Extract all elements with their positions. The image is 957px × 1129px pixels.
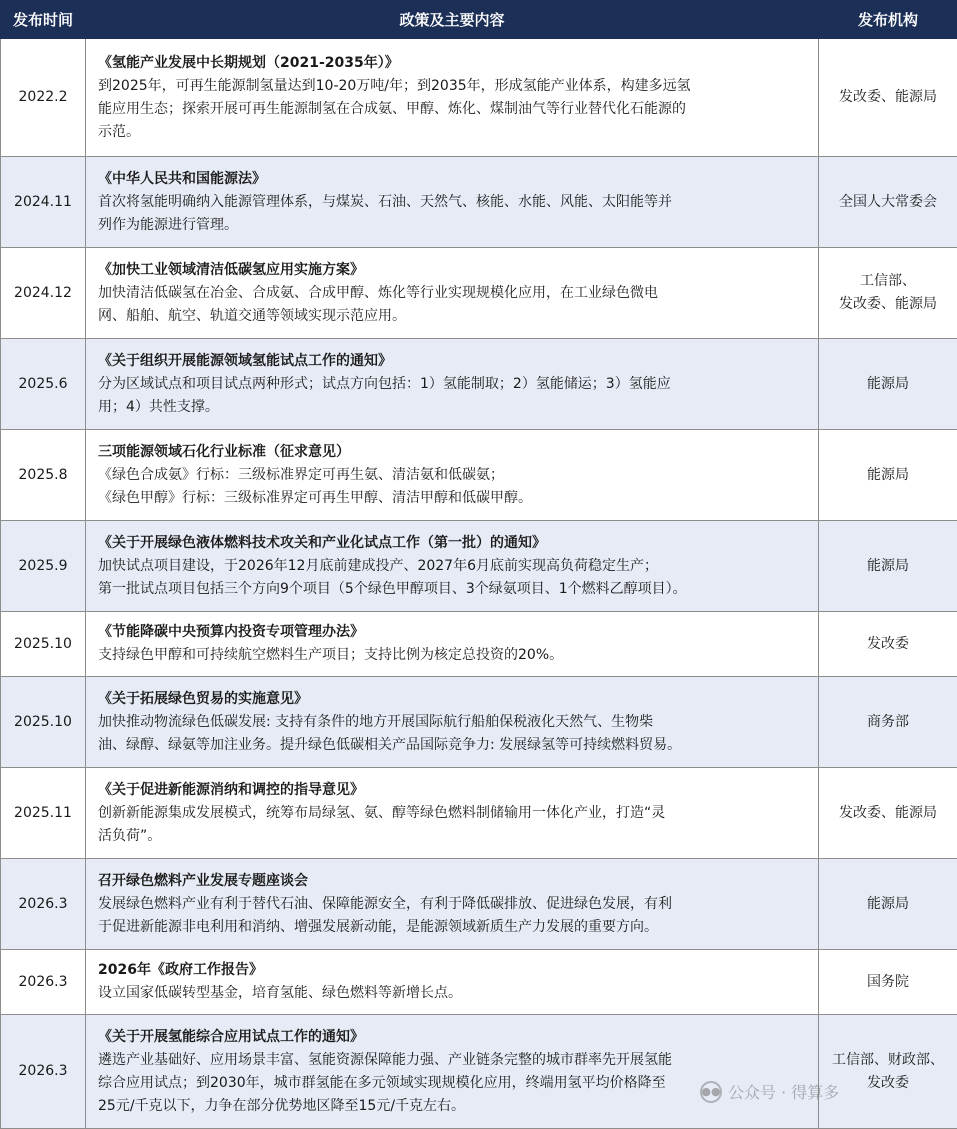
org-line: 能源局 bbox=[821, 464, 955, 487]
org-line: 发改委 bbox=[821, 1072, 955, 1095]
policy-title: 《关于组织开展能源领域氢能试点工作的通知》 bbox=[98, 350, 810, 373]
wechat-logo-icon: ●● bbox=[700, 1081, 722, 1103]
table-row bbox=[1, 39, 957, 157]
policy-detail-line: 首次将氢能明确纳入能源管理体系，与煤炭、石油、天然气、核能、水能、风能、太阳能等并 bbox=[98, 191, 810, 214]
org-line: 能源局 bbox=[821, 555, 955, 578]
table-body bbox=[1, 39, 957, 1129]
row-content bbox=[86, 950, 819, 1015]
policy-title: 《关于开展氢能综合应用试点工作的通知》 bbox=[98, 1026, 810, 1049]
row-org bbox=[819, 248, 957, 339]
table-row bbox=[1, 521, 957, 612]
row-date: 2025.10 bbox=[1, 677, 86, 768]
policy-title: 《氢能产业发展中长期规划（2021-2035年）》 bbox=[98, 52, 810, 75]
row-date: 2026.3 bbox=[1, 1015, 86, 1129]
row-org bbox=[819, 430, 957, 521]
table-row bbox=[1, 1015, 957, 1129]
org-line: 发改委、能源局 bbox=[821, 86, 955, 109]
row-org bbox=[819, 612, 957, 677]
table-row bbox=[1, 768, 957, 859]
row-org bbox=[819, 1015, 957, 1129]
policy-detail-line: 列作为能源进行管理。 bbox=[98, 214, 810, 237]
row-org bbox=[819, 339, 957, 430]
policy-detail-line: 综合应用试点；到2030年，城市群氢能在多元领域实现规模化应用，终端用氢平均价格降至 bbox=[98, 1072, 810, 1095]
org-line: 商务部 bbox=[821, 711, 955, 734]
policy-detail-line: 示范。 bbox=[98, 121, 810, 144]
row-date: 2025.8 bbox=[1, 430, 86, 521]
policy-detail-line: 用；4）共性支撑。 bbox=[98, 396, 810, 419]
table-row bbox=[1, 248, 957, 339]
policy-detail-line: 第一批试点项目包括三个方向9个项目（5个绿色甲醇项目、3个绿氨项目、1个燃料乙醇项目）。 bbox=[98, 578, 810, 601]
row-content bbox=[86, 521, 819, 612]
table-row bbox=[1, 677, 957, 768]
org-line: 工信部、财政部、 bbox=[821, 1049, 955, 1072]
org-line: 发改委、能源局 bbox=[821, 293, 955, 316]
policy-title: 2026年《政府工作报告》 bbox=[98, 959, 810, 982]
row-org bbox=[819, 768, 957, 859]
header-org: 发布机构 bbox=[819, 1, 957, 39]
org-line: 工信部、 bbox=[821, 270, 955, 293]
row-content bbox=[86, 612, 819, 677]
row-org bbox=[819, 39, 957, 157]
row-date: 2024.12 bbox=[1, 248, 86, 339]
policy-title: 《加快工业领域清洁低碳氢应用实施方案》 bbox=[98, 259, 810, 282]
row-org bbox=[819, 859, 957, 950]
row-org bbox=[819, 521, 957, 612]
policy-detail-line: 加快试点项目建设，于2026年12月底前建成投产、2027年6月底前实现高负荷稳定生产； bbox=[98, 555, 810, 578]
policy-detail-line: 分为区域试点和项目试点两种形式；试点方向包括：1）氢能制取；2）氢能储运；3）氢能应 bbox=[98, 373, 810, 396]
row-content bbox=[86, 339, 819, 430]
policy-detail-line: 创新新能源集成发展模式，统筹布局绿氢、氨、醇等绿色燃料制储输用一体化产业，打造“灵 bbox=[98, 802, 810, 825]
org-line: 能源局 bbox=[821, 373, 955, 396]
policy-detail-line: 《绿色合成氨》行标：三级标准界定可再生氨、清洁氨和低碳氨； bbox=[98, 464, 810, 487]
row-date: 2026.3 bbox=[1, 859, 86, 950]
row-org bbox=[819, 157, 957, 248]
table-row bbox=[1, 339, 957, 430]
org-line: 全国人大常委会 bbox=[821, 191, 955, 214]
row-content bbox=[86, 1015, 819, 1129]
policy-title: 《关于拓展绿色贸易的实施意见》 bbox=[98, 688, 810, 711]
policy-detail-line: 支持绿色甲醇和可持续航空燃料生产项目；支持比例为核定总投资的20%。 bbox=[98, 644, 810, 667]
policy-detail-line: 加快清洁低碳氢在冶金、合成氨、合成甲醇、炼化等行业实现规模化应用，在工业绿色微电 bbox=[98, 282, 810, 305]
row-date: 2025.9 bbox=[1, 521, 86, 612]
row-date: 2022.2 bbox=[1, 39, 86, 157]
row-org bbox=[819, 677, 957, 768]
row-date: 2025.6 bbox=[1, 339, 86, 430]
policy-detail-line: 能应用生态；探索开展可再生能源制氢在合成氨、甲醇、炼化、煤制油气等行业替代化石能源的 bbox=[98, 98, 810, 121]
org-line: 国务院 bbox=[821, 971, 955, 994]
row-date: 2025.11 bbox=[1, 768, 86, 859]
table-row bbox=[1, 157, 957, 248]
row-content bbox=[86, 768, 819, 859]
table-row bbox=[1, 430, 957, 521]
policy-detail-line: 到2025年，可再生能源制氢量达到10-20万吨/年；到2035年，形成氢能产业体系，构建多远氢 bbox=[98, 75, 810, 98]
table-row bbox=[1, 612, 957, 677]
table-header-row bbox=[1, 1, 957, 39]
org-line: 能源局 bbox=[821, 893, 955, 916]
policy-title: 《中华人民共和国能源法》 bbox=[98, 168, 810, 191]
org-line: 发改委、能源局 bbox=[821, 802, 955, 825]
row-date: 2024.11 bbox=[1, 157, 86, 248]
policy-detail-line: 《绿色甲醇》行标：三级标准界定可再生甲醇、清洁甲醇和低碳甲醇。 bbox=[98, 487, 810, 510]
header-date: 发布时间 bbox=[1, 1, 86, 39]
row-date: 2026.3 bbox=[1, 950, 86, 1015]
row-content bbox=[86, 39, 819, 157]
policy-detail-line: 设立国家低碳转型基金，培育氢能、绿色燃料等新增长点。 bbox=[98, 982, 810, 1005]
policy-detail-line: 网、船舶、航空、轨道交通等领域实现示范应用。 bbox=[98, 305, 810, 328]
table-row bbox=[1, 950, 957, 1015]
header-content: 政策及主要内容 bbox=[86, 1, 819, 39]
row-content bbox=[86, 157, 819, 248]
row-date: 2025.10 bbox=[1, 612, 86, 677]
policy-title: 召开绿色燃料产业发展专题座谈会 bbox=[98, 870, 810, 893]
row-content bbox=[86, 430, 819, 521]
watermark bbox=[700, 1080, 839, 1103]
org-line: 发改委 bbox=[821, 633, 955, 656]
policy-title: 三项能源领域石化行业标准（征求意见） bbox=[98, 441, 810, 464]
policy-detail-line: 加快推动物流绿色低碳发展: 支持有条件的地方开展国际航行船舶保税液化天然气、生物柴 bbox=[98, 711, 810, 734]
table-row bbox=[1, 859, 957, 950]
policy-detail-line: 油、绿醇、绿氨等加注业务。提升绿色低碳相关产品国际竞争力: 发展绿氢等可持续燃料贸易。 bbox=[98, 734, 810, 757]
row-content bbox=[86, 859, 819, 950]
policy-title: 《关于促进新能源消纳和调控的指导意见》 bbox=[98, 779, 810, 802]
row-org bbox=[819, 950, 957, 1015]
watermark-text: 公众号 · 得算多 bbox=[728, 1080, 839, 1103]
policy-detail-line: 25元/千克以下，力争在部分优势地区降至15元/千克左右。 bbox=[98, 1095, 810, 1118]
policy-title: 《节能降碳中央预算内投资专项管理办法》 bbox=[98, 621, 810, 644]
policy-title: 《关于开展绿色液体燃料技术攻关和产业化试点工作（第一批）的通知》 bbox=[98, 532, 810, 555]
policy-detail-line: 于促进新能源非电利用和消纳、增强发展新动能，是能源领域新质生产力发展的重要方向。 bbox=[98, 916, 810, 939]
policy-detail-line: 活负荷”。 bbox=[98, 825, 810, 848]
policy-detail-line: 遴选产业基础好、应用场景丰富、氢能资源保障能力强、产业链条完整的城市群率先开展氢能 bbox=[98, 1049, 810, 1072]
row-content bbox=[86, 677, 819, 768]
policy-detail-line: 发展绿色燃料产业有利于替代石油、保障能源安全，有利于降低碳排放、促进绿色发展，有利 bbox=[98, 893, 810, 916]
row-content bbox=[86, 248, 819, 339]
